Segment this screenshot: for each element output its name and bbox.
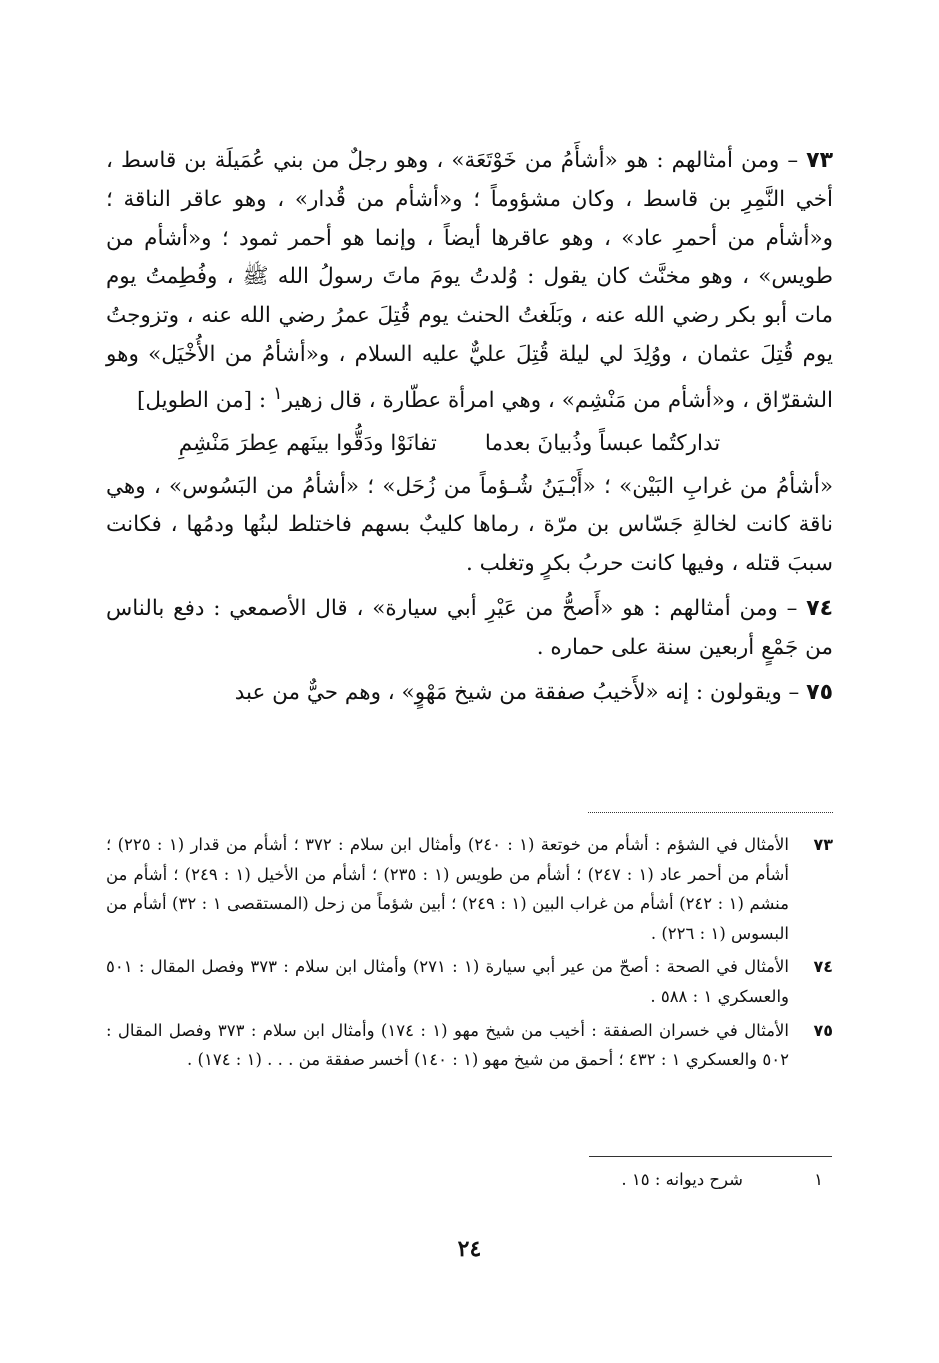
paragraph-73 — [106, 142, 833, 421]
note-item — [106, 1016, 833, 1075]
page-number: ٢٤ — [457, 1236, 482, 1262]
footnote-text: شرح ديوانه : ١٥ . — [621, 1170, 743, 1189]
note-item — [106, 952, 833, 1011]
note-number: ٧٤ — [813, 957, 833, 977]
notes-divider — [588, 812, 833, 813]
paragraph-73-text: – ومن أمثالهم : هو «أشأَمُ من خَوْتَعَة» ، وهو رجلٌ من بني عُمَيلَة بن قاسط ، أخي النَّمِرِ بن قاسط ، وكان مشؤوماً ؛ و«أشأم من قُدار» ، وهو عاقر الناقة ؛ و«أشأم من أحمرِ عاد» ، وهو عاقرها أيضاً ، وإنما هو أحمر ثمود ؛ و«أشأم من طويس» ، وهو مخنَّث كان يقول : وُلدتُ يومَ ماتَ رسولُ الله ﷺ ، وفُطِمتُ يوم مات أبو بكر رضي الله عنه ، وبَلَغتُ الحنث يوم قُتِلَ عمرُ رضي الله عنه ، وتزوجتُ يوم قُتِلَ عثمان ، ووُلِدَ لي ليلة قُتِلَ عليٌّ عليه السلام ، و«أشأمُ من الأُخْيَل» وهو الشقرّاق ، و«أشأم من مَنْشِم» ، وهي امرأة عطّارة ، قال زهير — [106, 148, 834, 413]
note-text: الأمثال في الشؤم : أشأم من خوتعة (١ : ٢٤٠) وأمثال ابن سلام : ٣٧٢ ؛ أشأم من قدار (١ : ٢٢٥) ؛ أشأم من أحمر عاد (١ : ٢٤٧) ؛ أشأم من طويس (١ : ٢٣٥) ؛ أشأم من الأخيل (١ : ٢٤٩) ؛ أشأم من منشم (١ : ٢٤٢) أشأم من غراب البين (١ : ٢٤٩) ؛ أبين شؤماً من زحل (المستقصى ١ : ٣٢) أشأم من البسوس (١ : ٢٢٦) . — [106, 835, 789, 943]
entry-number-74: ٧٤ — [806, 595, 833, 621]
footnote-marker: ١ — [272, 382, 283, 404]
note-number: ٧٥ — [813, 1020, 833, 1040]
footnote-number: ١ — [814, 1170, 823, 1189]
note-text: الأمثال في خسران الصفقة : أخيب من شيخ مهو (١ : ١٧٤) وأمثال ابن سلام : ٣٧٣ وفصل المقال : ٥٠٢ والعسكري ١ : ٤٣٢ ؛ أحمق من شيخ مهو (١ : ١٤٠) أخسر صفقة من . . . (١ : ١٧٤) . — [106, 1020, 790, 1070]
main-text — [106, 142, 833, 712]
note-number: ٧٣ — [813, 835, 833, 854]
footnote-divider — [589, 1156, 832, 1157]
paragraph-74-text: – ومن أمثالهم : هو «أَصحُّ من عَيْرِ أبي سيارة» ، قال الأصمعي : دفع بالناس من جَمْعٍ أربعين سنة على حماره . — [106, 595, 833, 660]
paragraph-73-continued: «أشأمُ من غرابِ البَيْن» ؛ «أَبْـيَنُ شُـؤماً من زُحَل» ؛ «أشأمُ من البَسُوس» ، وهي ناقة كانت لخالةِ جَسّاس بن مرّة ، رماها كليبٌ بسهم فاختلط لبنُها ودمُها ، فكانت سببَ قتله ، وفيها كانت حربُ بكرٍ وتغلب . — [106, 473, 834, 577]
entry-number-75: ٧٥ — [806, 679, 833, 705]
paragraph-74 — [106, 590, 833, 668]
note-item — [106, 830, 833, 948]
verse-second-hemistich: تفانَوْا ودَقُّوا بينَهم عِطرَ مَنْشِمِ — [178, 430, 437, 456]
meter-label: : [من الطويل] — [136, 387, 267, 413]
paragraph-75-text: – ويقولون : إنه «لأَخيبُ صفقة من شيخ مَهْوٍ» ، وهم حيٌّ من عبد — [234, 679, 800, 705]
notes-section — [106, 830, 833, 1079]
entry-number-73: ٧٣ — [806, 148, 833, 173]
footnote — [106, 1166, 833, 1194]
paragraph-75 — [106, 674, 833, 713]
poetry-verse — [106, 425, 833, 464]
note-text: الأمثال في الصحة : أصحّ من عير أبي سيارة (١ : ٢٧١) وأمثال ابن سلام : ٣٧٣ وفصل المقال : ٥٠١ والعسكري ١ : ٥٨٨ . — [106, 957, 790, 1006]
verse-first-hemistich: تداركتُما عبساً وذُبيانَ بعدما — [484, 430, 721, 456]
